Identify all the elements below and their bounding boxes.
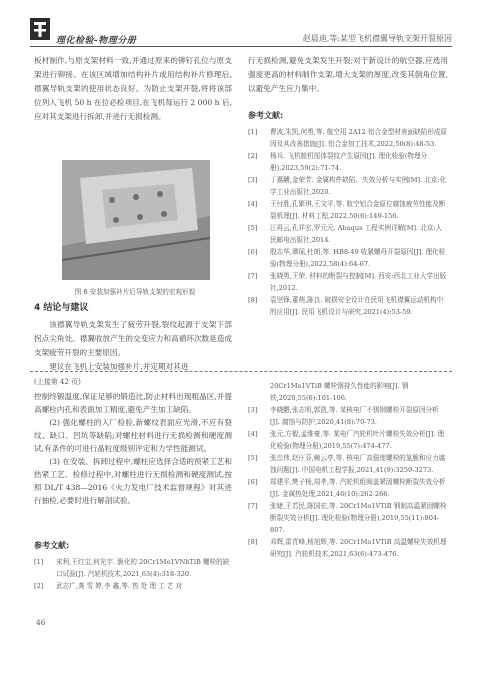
reference-item xyxy=(248,536,448,560)
reference-number: [8] xyxy=(248,538,258,546)
reference-item xyxy=(248,174,448,198)
body-paragraph: (2) 强化螺柱的入厂检验,新螺纹表面应光滑,不应有裂纹、缺口、凹坑等缺陷;对螺柱材料进行无损检测和硬度测试,有条件的可进行晶粒度级别评定和力学性能测试。 xyxy=(34,418,232,453)
reference-item xyxy=(34,580,232,592)
reference-text: 张晓勇,王荣. 材料的断裂与控制[M]. 西安:西北工业大学出版社,2012. xyxy=(270,272,447,292)
reference-text: 袁坚锋,董萌,陈良. 破损安全设计在民用飞机襟翼运动机构中的应用[J]. 民用飞机设计与研究,2021(4):53-59. xyxy=(270,296,444,316)
body-paragraph: (3) 在安装、拆卸过程中,螺柱应选择合适的预紧工艺和热紧工艺。检修过程中,对螺柱进行无损检测和硬度测试,按照 DL/T 438—2016《火力发电厂技术监督规程》对其进行抽检,必要时进行解剖试验。 xyxy=(34,457,232,505)
body-paragraph: 板材制作,与原支架材料一致,并通过原来的铆钉孔位与原支架进行铆接。在该区域增加结构补片或用结构补片修理后,襟翼导轨支架的使用状态良好。为防止支架开裂,将将该部位列入飞机 50 h 在位必检项目,在飞机每运行 2 000 h 后,应对其支架进行拆卸,并进行无损检测。 xyxy=(34,56,232,121)
header-rule xyxy=(30,46,452,47)
figure-6-illustration xyxy=(62,160,210,280)
continued-note: (上接第 42 页) xyxy=(34,378,81,386)
reference-text: 20Cr1Mo1VTiB 螺栓钢持久性能的影响[J]. 钢铁,2020,55(6):101-106. xyxy=(270,382,409,402)
reference-text: 张忠伟,赵庄芬,赖云亭,等. 核电厂高强度螺栓的氢脆和应力腐蚀问题[J]. 中国电机工程学报,2021,41(9):3259-3273. xyxy=(270,454,446,474)
reference-number: [1] xyxy=(34,558,44,566)
reference-number: [5] xyxy=(248,454,258,462)
body-paragraph: 建议在飞机上安装加强补片,并定期对其进 xyxy=(49,362,189,371)
reference-number: [4] xyxy=(248,200,258,208)
reference-item xyxy=(248,380,448,404)
references-heading: 参考文献: xyxy=(248,111,284,120)
reference-text: 曹波,朱凯,何勇,等. 航空用 2A12 铝合金型材表面缺陷形成原因及其改善措施[J]. 铝合金加工技术,2022,50(8):48-53. xyxy=(270,128,448,148)
reference-item xyxy=(248,150,448,174)
reference-number: [1] xyxy=(248,128,258,136)
reference-number: [7] xyxy=(248,502,258,510)
reference-text: 郑建平,樊子杨,周孝,等. 汽轮机组阀盖紧固螺栓断裂失效分析[J]. 金属热处理,2021,46(10):262-266. xyxy=(270,478,446,498)
references-list xyxy=(34,556,232,592)
reference-item xyxy=(248,198,448,222)
reference-number: [7] xyxy=(248,272,258,280)
reference-item xyxy=(248,476,448,500)
reference-text: 殷志华,谭瑶,杜朗,等. HB8-49 收紧螺母开裂原因[J]. 理化检验(物理分册),2022,58(4):64-67. xyxy=(270,248,446,268)
conclusion-text xyxy=(34,318,232,374)
upper-right-text xyxy=(248,54,448,96)
reference-item xyxy=(248,246,448,270)
reference-text: 张元,方毅,孟维豪,等. 某电厂汽轮机叶片螺栓失效分析[J]. 理化检验(物理分册),2019,55(7):474-477. xyxy=(270,430,445,450)
reference-item xyxy=(248,222,448,246)
reference-item xyxy=(248,452,448,476)
figure-6-caption: 图 6 安装加强补片后导轨支架的宏观形貌 xyxy=(74,288,196,296)
reference-item xyxy=(248,500,448,536)
section-heading: 4 结论与建议 xyxy=(34,303,89,313)
reference-text: 王付胜,孔繁琪,王文平,等. 航空铝合金原位腐蚀疲劳性能及断裂机理[J]. 材料工程,2022,50(6):149-156. xyxy=(270,200,446,220)
reference-number: [3] xyxy=(248,176,258,184)
reference-text: 丁惠麟,金荣芳. 金属构件缺陷、失效分析与实例[M]. 北京:化学工业出版社,2020. xyxy=(270,176,447,196)
references-heading: 参考文献: xyxy=(34,541,70,550)
reference-number: [3] xyxy=(248,406,258,414)
body-paragraph: 该襟翼导轨支架发生了疲劳开裂,裂纹起源于支架下部拐点尖角处。襟翼收放产生的交变应力和高循环次数是造成支架疲劳开裂的主要原因。 xyxy=(34,320,232,357)
reference-text: 杨兵. 飞机舱机尾体裂纹产生原因[J]. 理化检验(物理分册),2023,59(2):71-74. xyxy=(270,152,428,172)
body-paragraph: 行无损检测,避免支架发生开裂;对于新设计的航空器,应选用强度更高的材料制作支架,增大支架的厚度,改变其倒角位置,以避免产生应力集中。 xyxy=(248,56,448,93)
reference-text: 邓辉,雷青峰,杨旭辉,等. 20Cr1Mo1VTiB 高温螺栓失效机理研究[J]. 汽轮机技术,2021,63(6):473-476. xyxy=(270,538,447,558)
reference-number: [6] xyxy=(248,478,258,486)
running-title: 赵晨迪,等:某型飞机襟翼导轨支架开裂原因 xyxy=(302,34,452,43)
reference-text: 李晓鹏,张志明,郭凯,等. 某核电厂不锈钢螺栓开裂原因分析[J]. 腐蚀与防护,2020,41(8):70-73. xyxy=(270,406,439,426)
body-paragraph: 控制终锻温度,保证足够的锻造比,防止材料出现粗晶区,并提高螺栓内孔和表面加工精度,避免产生加工缺陷。 xyxy=(34,392,232,414)
reference-text: 宋利,王红宝,何光宇. 脆化的 20Cr1Mo1VNbTiB 螺栓的缺口试验[J]. 汽轮机技术,2021,63(4):318-320. xyxy=(56,558,230,578)
reference-item xyxy=(34,556,232,580)
reference-number: [2] xyxy=(34,582,44,590)
reference-text: 江再云,孔祥宏,罗元元. Abaqus 工程实例详解[M]. 北京:人民邮电出版社,2014. xyxy=(270,224,443,244)
reference-number: [6] xyxy=(248,248,258,256)
journal-logo-icon xyxy=(30,18,50,40)
reference-item xyxy=(248,404,448,428)
reference-item xyxy=(248,126,448,150)
references-list-continued xyxy=(248,380,448,560)
reference-number: [2] xyxy=(248,152,258,160)
reference-text: 武志广,龚 雪 婷,李 鑫,等. 热 处 理 工 艺 对 xyxy=(56,582,183,590)
reference-number: [8] xyxy=(248,296,258,304)
reference-number: [5] xyxy=(248,224,258,232)
reference-number: [4] xyxy=(248,430,258,438)
reference-item xyxy=(248,270,448,294)
upper-left-text xyxy=(34,54,232,124)
page-number: 46 xyxy=(36,618,46,627)
journal-title: 理化检验-物理分册 xyxy=(56,36,137,46)
reference-item xyxy=(248,294,448,318)
figure-6-photo xyxy=(62,160,210,280)
references-list xyxy=(248,126,448,318)
reference-item xyxy=(248,428,448,452)
reference-text: 张婕,王若民,陈国宏,等. 20Cr1Mo1VTiB 钢制高温紧固螺栓断裂失效分析[J]. 理化检验(物理分册),2019,55(11):804-807. xyxy=(270,502,447,534)
lower-left-text xyxy=(34,390,232,507)
article-divider xyxy=(30,371,452,372)
